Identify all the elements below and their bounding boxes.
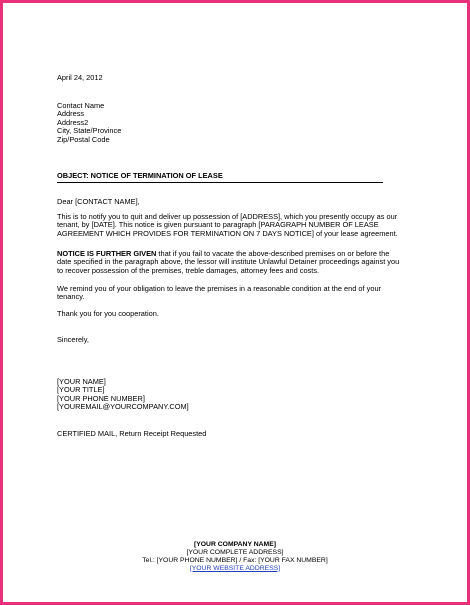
recipient-address-line2: Address2 — [57, 117, 89, 127]
closing: Sincerely, — [57, 335, 89, 344]
signature-block — [57, 378, 387, 412]
footer-contact: Tel.: [YOUR PHONE NUMBER] / Fax: [YOUR FAX NUMBER] — [142, 556, 328, 564]
signature-title: [YOUR TITLE] — [57, 385, 105, 395]
paragraph-line: We remind you of your obligation to leave the premises in a reasonable condition at the end of your — [57, 284, 382, 293]
paragraph-further-notice — [57, 249, 400, 275]
further-notice-text: that if you fail to vacate the above-described premises on or before the — [156, 249, 390, 258]
paragraph-line: tenant, by [DATE]. This notice is given pursuant to paragraph [PARAGRAPH NUMBER OF LEASE — [57, 220, 379, 230]
certified-mail-note: CERTIFIED MAIL, Return Receipt Requested — [57, 429, 207, 438]
recipient-city: City, State/Province — [57, 126, 122, 136]
footer-address: [YOUR COMPLETE ADDRESS] — [186, 548, 284, 556]
salutation: Dear [CONTACT NAME], — [57, 197, 140, 206]
paragraph-line: date specified in the paragraph above, the lessor will institute Unlawful Detainer proceedings against you — [57, 257, 400, 267]
letter-date: April 24, 2012 — [57, 73, 103, 82]
paragraph-thanks: Thank you for you cooperation. — [57, 309, 159, 318]
further-notice-lead: NOTICE IS FURTHER GIVEN — [57, 249, 157, 258]
signature-name: [YOUR NAME] — [57, 377, 106, 386]
company-footer — [80, 541, 390, 573]
recipient-name: Contact Name — [57, 101, 105, 110]
footer-company-name: [YOUR COMPANY NAME] — [193, 541, 277, 548]
paragraph-notice — [57, 212, 398, 238]
recipient-address-line1: Address — [57, 109, 85, 119]
paragraph-line: AGREEMENT WHICH PROVIDES FOR TERMINATION ON 7 DAYS NOTICE] of your lease agreement. — [57, 228, 398, 238]
signature-phone: [YOUR PHONE NUMBER] — [57, 393, 145, 403]
footer-website-link[interactable]: [YOUR WEBSITE ADDRESS] — [189, 564, 281, 572]
object-line: OBJECT: NOTICE OF TERMINATION OF LEASE — [57, 171, 223, 180]
paragraph-line: to recover possession of the premises, treble damages, attorney fees and costs. — [57, 265, 320, 275]
paragraph-reminder — [57, 285, 385, 302]
object-underline — [57, 182, 383, 183]
recipient-address — [57, 102, 387, 144]
signature-email: [YOUREMAIL@YOURCOMPANY.COM] — [57, 402, 189, 412]
recipient-zip: Zip/Postal Code — [57, 134, 110, 144]
paragraph-line: This is to notify you to quit and deliver up possession of [ADDRESS], which you presently occupy as our — [57, 212, 398, 221]
paragraph-line: tenancy. — [57, 292, 85, 302]
